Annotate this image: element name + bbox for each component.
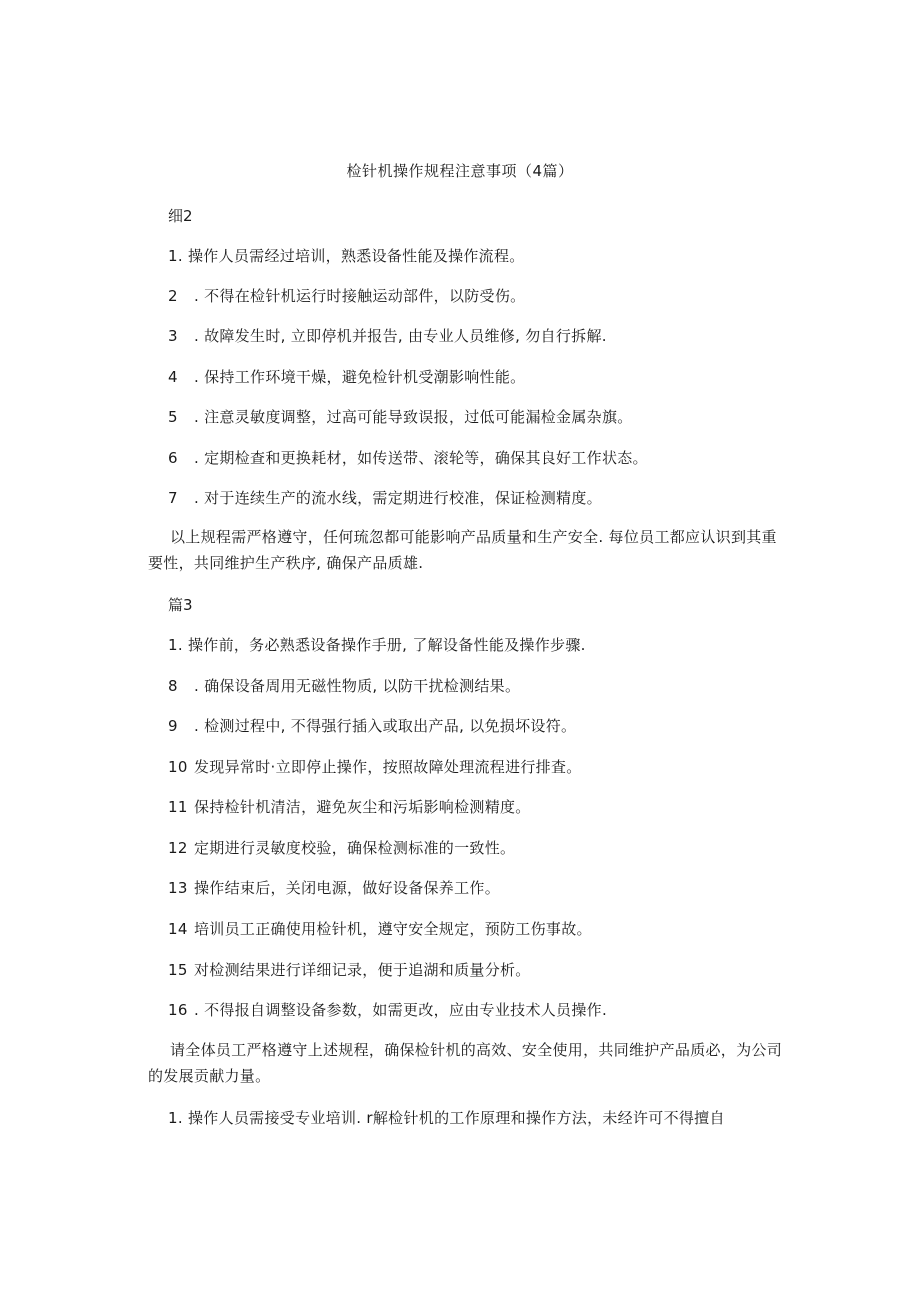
item-number: 4 bbox=[168, 368, 178, 386]
item-number: 13 bbox=[168, 879, 188, 897]
list-item bbox=[168, 877, 500, 898]
list-item bbox=[168, 634, 586, 655]
list-item bbox=[168, 245, 525, 266]
list-item bbox=[168, 406, 633, 427]
item-number: 7 bbox=[168, 489, 178, 507]
list-item bbox=[168, 487, 602, 508]
item-text: . 不得报自调整设备参数，如需更改，应由专业技术人员操作. bbox=[194, 1001, 608, 1019]
item-number: 8 bbox=[168, 677, 178, 695]
item-number: 10 bbox=[168, 758, 188, 776]
item-number: 1 bbox=[168, 1109, 178, 1127]
item-text: . 操作人员需接受专业培训. r解检针机的工作原理和操作方法，未经许可不得擅自 bbox=[177, 1109, 725, 1127]
item-text: . 操作前，务必熟悉设备操作手册, 了解设备性能及操作步骤. bbox=[177, 636, 586, 654]
document-title: 检针机操作规程注意事项（4篇） bbox=[346, 162, 574, 180]
item-number: 5 bbox=[168, 408, 178, 426]
item-text: 对检测结果进行详细记录，便于追湖和质量分析。 bbox=[194, 961, 531, 979]
list-item bbox=[168, 999, 607, 1020]
list-item bbox=[168, 837, 515, 858]
item-number: 3 bbox=[168, 327, 178, 345]
list-item bbox=[168, 325, 607, 346]
item-number: 1 bbox=[168, 636, 178, 654]
item-number: 1 bbox=[168, 247, 178, 265]
list-item bbox=[168, 918, 592, 939]
item-text: . 操作人员需经过培训，熟悉设备性能及操作流程。 bbox=[177, 247, 525, 265]
list-item bbox=[168, 285, 525, 306]
item-text: . 检测过程中, 不得强行插入或取出产品, 以免损坏设符。 bbox=[194, 717, 577, 735]
item-text: 培训员工正确使用检针机，遵守安全规定，预防工伤事故。 bbox=[194, 920, 592, 938]
item-text: 保持检针机清洁，避免灰尘和污垢影响检测精度。 bbox=[194, 798, 531, 816]
item-text: 操作结束后，关闭电源，做好设备保养工作。 bbox=[194, 879, 501, 897]
item-number: 16 bbox=[168, 1001, 188, 1019]
item-number: 6 bbox=[168, 449, 178, 467]
item-number: 14 bbox=[168, 920, 188, 938]
list-item bbox=[168, 715, 576, 736]
list-item bbox=[168, 796, 531, 817]
item-text: . 注意灵敏度调整，过高可能导致误报，过低可能漏检金属杂旗。 bbox=[194, 408, 633, 426]
section-heading: 细2 bbox=[168, 207, 193, 225]
item-number: 9 bbox=[168, 717, 178, 735]
item-text: 发现异常时·立即停止操作，按照故障处理流程进行排査。 bbox=[194, 758, 582, 776]
list-item bbox=[168, 959, 531, 980]
item-text: . 故障发生时, 立即停机并报告, 由专业人员维修, 勿自行拆解. bbox=[194, 327, 607, 345]
item-text: . 对于连续生产的流水线，需定期进行校准，保证检测精度。 bbox=[194, 489, 602, 507]
list-item bbox=[168, 447, 648, 468]
item-number: 15 bbox=[168, 961, 188, 979]
item-number: 12 bbox=[168, 839, 188, 857]
item-text: 定期进行灵敏度校验，确保检测标准的一致性。 bbox=[194, 839, 516, 857]
list-item bbox=[168, 1107, 725, 1128]
section-heading: 篇3 bbox=[168, 596, 193, 614]
item-text: . 保持工作环境干燥，避免检针机受潮影响性能。 bbox=[194, 368, 526, 386]
list-item bbox=[168, 366, 525, 387]
closing-paragraph: 以上规程需严格遵守，任何琉忽都可能影响产品质量和生产安全. 每位员工都应认识到其重要性，共同维护生产秩序, 确保产品质雄. bbox=[148, 528, 777, 572]
list-item bbox=[168, 675, 520, 696]
item-number: 2 bbox=[168, 287, 178, 305]
list-item bbox=[168, 756, 582, 777]
item-text: . 不得在检针机运行时接触运动部件，以防受伤。 bbox=[194, 287, 526, 305]
closing-paragraph: 请全体员工严格遵守上述规程，确保检针机的高效、安全使用，共同维护产品质必，为公司的发展贡献力量。 bbox=[148, 1041, 783, 1085]
item-text: . 确保设备周用无磁性物质, 以防干扰检测结果。 bbox=[194, 677, 521, 695]
item-number: 11 bbox=[168, 798, 188, 816]
item-text: . 定期检查和更换耗材，如传送带、滚轮等，确保其良好工作状态。 bbox=[194, 449, 648, 467]
